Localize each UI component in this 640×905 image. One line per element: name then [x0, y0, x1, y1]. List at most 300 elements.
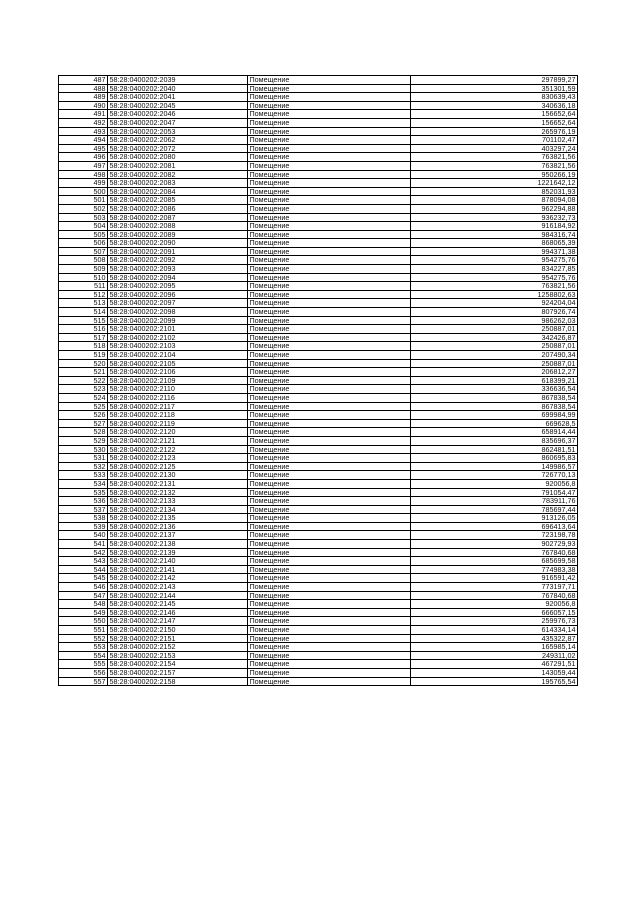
table-row: [59, 325, 578, 334]
object-type: Помещение: [248, 290, 411, 299]
cadastral-number: 58:28:0400202:2083: [108, 179, 248, 188]
table-body: [59, 76, 578, 686]
table-row: [59, 76, 578, 85]
cadastral-number: 58:28:0400202:2053: [108, 127, 248, 136]
row-number: 497: [59, 161, 108, 170]
cadastral-value: 614334,14: [411, 626, 578, 635]
cadastral-value: 336636,54: [411, 385, 578, 394]
table-row: [59, 393, 578, 402]
row-number: 523: [59, 385, 108, 394]
table-row: [59, 626, 578, 635]
row-number: 540: [59, 531, 108, 540]
cadastral-number: 58:28:0400202:2123: [108, 454, 248, 463]
cadastral-number: 58:28:0400202:2081: [108, 161, 248, 170]
table-row: [59, 161, 578, 170]
object-type: Помещение: [248, 299, 411, 308]
table-row: [59, 608, 578, 617]
cadastral-number: 58:28:0400202:2153: [108, 651, 248, 660]
cadastral-value: 669628,5: [411, 419, 578, 428]
object-type: Помещение: [248, 230, 411, 239]
object-type: Помещение: [248, 316, 411, 325]
table-row: [59, 93, 578, 102]
cadastral-number: 58:28:0400202:2103: [108, 342, 248, 351]
table-row: [59, 265, 578, 274]
row-number: 512: [59, 290, 108, 299]
table-row: [59, 144, 578, 153]
row-number: 498: [59, 170, 108, 179]
row-number: 487: [59, 76, 108, 85]
cadastral-value: 351301,59: [411, 84, 578, 93]
object-type: Помещение: [248, 161, 411, 170]
table-row: [59, 565, 578, 574]
table-row: [59, 368, 578, 377]
object-type: Помещение: [248, 273, 411, 282]
cadastral-value: 913126,05: [411, 514, 578, 523]
cadastral-number: 58:28:0400202:2138: [108, 540, 248, 549]
row-number: 534: [59, 479, 108, 488]
row-number: 524: [59, 393, 108, 402]
cadastral-number: 58:28:0400202:2141: [108, 565, 248, 574]
object-type: Помещение: [248, 265, 411, 274]
cadastral-number: 58:28:0400202:2098: [108, 308, 248, 317]
table-row: [59, 488, 578, 497]
cadastral-number: 58:28:0400202:2109: [108, 376, 248, 385]
row-number: 509: [59, 265, 108, 274]
object-type: Помещение: [248, 84, 411, 93]
table-row: [59, 522, 578, 531]
cadastral-value: 867838,54: [411, 393, 578, 402]
row-number: 489: [59, 93, 108, 102]
object-type: Помещение: [248, 308, 411, 317]
table-row: [59, 385, 578, 394]
cadastral-value: 685699,58: [411, 557, 578, 566]
object-type: Помещение: [248, 548, 411, 557]
cadastral-number: 58:28:0400202:2102: [108, 333, 248, 342]
cadastral-value: 920056,8: [411, 600, 578, 609]
object-type: Помещение: [248, 471, 411, 480]
table-row: [59, 299, 578, 308]
cadastral-number: 58:28:0400202:2045: [108, 101, 248, 110]
object-type: Помещение: [248, 110, 411, 119]
cadastral-number: 58:28:0400202:2151: [108, 634, 248, 643]
table-row: [59, 204, 578, 213]
cadastral-number: 58:28:0400202:2154: [108, 660, 248, 669]
cadastral-number: 58:28:0400202:2041: [108, 93, 248, 102]
cadastral-number: 58:28:0400202:2139: [108, 548, 248, 557]
cadastral-number: 58:28:0400202:2117: [108, 402, 248, 411]
cadastral-value: 920056,8: [411, 479, 578, 488]
row-number: 533: [59, 471, 108, 480]
cadastral-value: 994371,38: [411, 247, 578, 256]
row-number: 502: [59, 204, 108, 213]
cadastral-value: 666057,15: [411, 608, 578, 617]
object-type: Помещение: [248, 643, 411, 652]
table-row: [59, 351, 578, 360]
table-row: [59, 256, 578, 265]
object-type: Помещение: [248, 479, 411, 488]
cadastral-value: 156652,64: [411, 118, 578, 127]
object-type: Помещение: [248, 540, 411, 549]
object-type: Помещение: [248, 93, 411, 102]
object-type: Помещение: [248, 668, 411, 677]
object-type: Помещение: [248, 608, 411, 617]
row-number: 557: [59, 677, 108, 686]
row-number: 508: [59, 256, 108, 265]
row-number: 514: [59, 308, 108, 317]
row-number: 535: [59, 488, 108, 497]
table-row: [59, 230, 578, 239]
cadastral-number: 58:28:0400202:2150: [108, 626, 248, 635]
object-type: Помещение: [248, 144, 411, 153]
table-row: [59, 222, 578, 231]
row-number: 493: [59, 127, 108, 136]
cadastral-value: 763821,56: [411, 153, 578, 162]
cadastral-value: 726770,13: [411, 471, 578, 480]
row-number: 507: [59, 247, 108, 256]
object-type: Помещение: [248, 436, 411, 445]
cadastral-value: 950266,19: [411, 170, 578, 179]
row-number: 544: [59, 565, 108, 574]
table-row: [59, 196, 578, 205]
table-row: [59, 668, 578, 677]
row-number: 517: [59, 333, 108, 342]
row-number: 553: [59, 643, 108, 652]
cadastral-value: 962294,88: [411, 204, 578, 213]
cadastral-number: 58:28:0400202:2080: [108, 153, 248, 162]
cadastral-number: 58:28:0400202:2095: [108, 282, 248, 291]
cadastral-value: 658914,44: [411, 428, 578, 437]
cadastral-number: 58:28:0400202:2088: [108, 222, 248, 231]
cadastral-number: 58:28:0400202:2047: [108, 118, 248, 127]
object-type: Помещение: [248, 445, 411, 454]
cadastral-value: 1221642,12: [411, 179, 578, 188]
object-type: Помещение: [248, 419, 411, 428]
object-type: Помещение: [248, 626, 411, 635]
object-type: Помещение: [248, 411, 411, 420]
table-row: [59, 239, 578, 248]
object-type: Помещение: [248, 488, 411, 497]
cadastral-number: 58:28:0400202:2039: [108, 76, 248, 85]
cadastral-value: 207490,34: [411, 351, 578, 360]
table-row: [59, 514, 578, 523]
cadastral-value: 867838,54: [411, 402, 578, 411]
row-number: 500: [59, 187, 108, 196]
cadastral-value: 807926,74: [411, 308, 578, 317]
cadastral-number: 58:28:0400202:2157: [108, 668, 248, 677]
table-row: [59, 454, 578, 463]
object-type: Помещение: [248, 213, 411, 222]
row-number: 488: [59, 84, 108, 93]
object-type: Помещение: [248, 222, 411, 231]
cadastral-number: 58:28:0400202:2106: [108, 368, 248, 377]
table-row: [59, 213, 578, 222]
cadastral-value: 834227,85: [411, 265, 578, 274]
cadastral-number: 58:28:0400202:2089: [108, 230, 248, 239]
cadastral-value: 250887,01: [411, 359, 578, 368]
object-type: Помещение: [248, 76, 411, 85]
object-type: Помещение: [248, 557, 411, 566]
row-number: 543: [59, 557, 108, 566]
cadastral-value: 830639,43: [411, 93, 578, 102]
cadastral-value: 701102,47: [411, 136, 578, 145]
object-type: Помещение: [248, 342, 411, 351]
cadastral-value: 767840,68: [411, 591, 578, 600]
cadastral-number: 58:28:0400202:2125: [108, 462, 248, 471]
row-number: 519: [59, 351, 108, 360]
cadastral-value: 924204,04: [411, 299, 578, 308]
row-number: 554: [59, 651, 108, 660]
row-number: 513: [59, 299, 108, 308]
row-number: 522: [59, 376, 108, 385]
cadastral-number: 58:28:0400202:2135: [108, 514, 248, 523]
row-number: 548: [59, 600, 108, 609]
row-number: 555: [59, 660, 108, 669]
table-row: [59, 136, 578, 145]
row-number: 528: [59, 428, 108, 437]
object-type: Помещение: [248, 565, 411, 574]
table-row: [59, 153, 578, 162]
table-row: [59, 617, 578, 626]
object-type: Помещение: [248, 454, 411, 463]
table-row: [59, 101, 578, 110]
table-row: [59, 505, 578, 514]
row-number: 499: [59, 179, 108, 188]
cadastral-number: 58:28:0400202:2147: [108, 617, 248, 626]
object-type: Помещение: [248, 368, 411, 377]
table-row: [59, 497, 578, 506]
object-type: Помещение: [248, 256, 411, 265]
cadastral-value: 878094,08: [411, 196, 578, 205]
cadastral-value: 860695,83: [411, 454, 578, 463]
object-type: Помещение: [248, 127, 411, 136]
row-number: 526: [59, 411, 108, 420]
object-type: Помещение: [248, 505, 411, 514]
cadastral-value: 297899,27: [411, 76, 578, 85]
object-type: Помещение: [248, 514, 411, 523]
cadastral-number: 58:28:0400202:2092: [108, 256, 248, 265]
cadastral-value: 696413,64: [411, 522, 578, 531]
object-type: Помещение: [248, 376, 411, 385]
table-row: [59, 583, 578, 592]
cadastral-value: 862481,51: [411, 445, 578, 454]
object-type: Помещение: [248, 118, 411, 127]
cadastral-number: 58:28:0400202:2097: [108, 299, 248, 308]
cadastral-number: 58:28:0400202:2137: [108, 531, 248, 540]
object-type: Помещение: [248, 196, 411, 205]
cadastral-value: 342426,87: [411, 333, 578, 342]
cadastral-number: 58:28:0400202:2093: [108, 265, 248, 274]
row-number: 550: [59, 617, 108, 626]
object-type: Помещение: [248, 204, 411, 213]
row-number: 537: [59, 505, 108, 514]
object-type: Помещение: [248, 497, 411, 506]
object-type: Помещение: [248, 574, 411, 583]
cadastral-number: 58:28:0400202:2094: [108, 273, 248, 282]
cadastral-number: 58:28:0400202:2085: [108, 196, 248, 205]
object-type: Помещение: [248, 462, 411, 471]
table-row: [59, 84, 578, 93]
cadastral-number: 58:28:0400202:2101: [108, 325, 248, 334]
row-number: 552: [59, 634, 108, 643]
table-row: [59, 540, 578, 549]
table-row: [59, 557, 578, 566]
cadastral-number: 58:28:0400202:2119: [108, 419, 248, 428]
row-number: 539: [59, 522, 108, 531]
cadastral-number: 58:28:0400202:2144: [108, 591, 248, 600]
row-number: 547: [59, 591, 108, 600]
cadastral-value: 785697,44: [411, 505, 578, 514]
cadastral-value: 916591,42: [411, 574, 578, 583]
cadastral-value: 259976,73: [411, 617, 578, 626]
cadastral-number: 58:28:0400202:2130: [108, 471, 248, 480]
table-row: [59, 643, 578, 652]
cadastral-number: 58:28:0400202:2120: [108, 428, 248, 437]
object-type: Помещение: [248, 531, 411, 540]
cadastral-value: 340636,18: [411, 101, 578, 110]
cadastral-value: 791054,47: [411, 488, 578, 497]
cadastral-value: 165985,14: [411, 643, 578, 652]
object-type: Помещение: [248, 325, 411, 334]
row-number: 549: [59, 608, 108, 617]
cadastral-value: 984316,74: [411, 230, 578, 239]
cadastral-value: 250887,01: [411, 325, 578, 334]
cadastral-number: 58:28:0400202:2158: [108, 677, 248, 686]
row-number: 520: [59, 359, 108, 368]
row-number: 501: [59, 196, 108, 205]
cadastral-number: 58:28:0400202:2099: [108, 316, 248, 325]
object-type: Помещение: [248, 170, 411, 179]
table-row: [59, 308, 578, 317]
row-number: 545: [59, 574, 108, 583]
object-type: Помещение: [248, 402, 411, 411]
cadastral-value: 467291,51: [411, 660, 578, 669]
row-number: 516: [59, 325, 108, 334]
object-type: Помещение: [248, 136, 411, 145]
table-row: [59, 531, 578, 540]
cadastral-value: 916184,92: [411, 222, 578, 231]
cadastral-number: 58:28:0400202:2087: [108, 213, 248, 222]
cadastral-value: 1258802,63: [411, 290, 578, 299]
table-row: [59, 634, 578, 643]
cadastral-value: 774983,38: [411, 565, 578, 574]
object-type: Помещение: [248, 333, 411, 342]
cadastral-value: 723198,78: [411, 531, 578, 540]
cadastral-value: 936232,73: [411, 213, 578, 222]
row-number: 530: [59, 445, 108, 454]
table-row: [59, 660, 578, 669]
table-row: [59, 411, 578, 420]
table-row: [59, 110, 578, 119]
row-number: 542: [59, 548, 108, 557]
cadastral-number: 58:28:0400202:2091: [108, 247, 248, 256]
table-row: [59, 462, 578, 471]
table-row: [59, 179, 578, 188]
cadastral-number: 58:28:0400202:2096: [108, 290, 248, 299]
object-type: Помещение: [248, 282, 411, 291]
cadastral-value: 403297,24: [411, 144, 578, 153]
cadastral-value: 954275,76: [411, 273, 578, 282]
row-number: 510: [59, 273, 108, 282]
cadastral-number: 58:28:0400202:2140: [108, 557, 248, 566]
object-type: Помещение: [248, 247, 411, 256]
cadastral-value: 852031,93: [411, 187, 578, 196]
row-number: 506: [59, 239, 108, 248]
object-type: Помещение: [248, 617, 411, 626]
table-row: [59, 316, 578, 325]
object-type: Помещение: [248, 239, 411, 248]
row-number: 529: [59, 436, 108, 445]
cadastral-value: 143059,44: [411, 668, 578, 677]
cadastral-number: 58:28:0400202:2142: [108, 574, 248, 583]
table-row: [59, 127, 578, 136]
cadastral-number: 58:28:0400202:2131: [108, 479, 248, 488]
row-number: 495: [59, 144, 108, 153]
cadastral-number: 58:28:0400202:2046: [108, 110, 248, 119]
cadastral-value: 783911,76: [411, 497, 578, 506]
row-number: 556: [59, 668, 108, 677]
cadastral-value: 868065,39: [411, 239, 578, 248]
cadastral-number: 58:28:0400202:2090: [108, 239, 248, 248]
row-number: 503: [59, 213, 108, 222]
cadastral-number: 58:28:0400202:2118: [108, 411, 248, 420]
table-row: [59, 273, 578, 282]
table-row: [59, 118, 578, 127]
object-type: Помещение: [248, 651, 411, 660]
cadastral-number: 58:28:0400202:2110: [108, 385, 248, 394]
cadastral-value: 156652,64: [411, 110, 578, 119]
table-row: [59, 574, 578, 583]
table-row: [59, 333, 578, 342]
table-row: [59, 677, 578, 686]
cadastral-number: 58:28:0400202:2122: [108, 445, 248, 454]
row-number: 492: [59, 118, 108, 127]
row-number: 505: [59, 230, 108, 239]
table-row: [59, 290, 578, 299]
cadastral-number: 58:28:0400202:2040: [108, 84, 248, 93]
row-number: 494: [59, 136, 108, 145]
row-number: 491: [59, 110, 108, 119]
object-type: Помещение: [248, 359, 411, 368]
cadastral-number: 58:28:0400202:2143: [108, 583, 248, 592]
object-type: Помещение: [248, 385, 411, 394]
cadastral-number: 58:28:0400202:2116: [108, 393, 248, 402]
cadastral-number: 58:28:0400202:2104: [108, 351, 248, 360]
cadastral-value: 763821,56: [411, 161, 578, 170]
row-number: 532: [59, 462, 108, 471]
cadastral-value: 195765,54: [411, 677, 578, 686]
cadastral-number: 58:28:0400202:2086: [108, 204, 248, 213]
row-number: 511: [59, 282, 108, 291]
cadastral-value: 618399,21: [411, 376, 578, 385]
table-row: [59, 600, 578, 609]
row-number: 538: [59, 514, 108, 523]
table-row: [59, 419, 578, 428]
row-number: 504: [59, 222, 108, 231]
object-type: Помещение: [248, 187, 411, 196]
table-row: [59, 471, 578, 480]
object-type: Помещение: [248, 600, 411, 609]
table-row: [59, 445, 578, 454]
cadastral-value: 763821,56: [411, 282, 578, 291]
table-row: [59, 376, 578, 385]
cadastral-value: 954275,76: [411, 256, 578, 265]
object-type: Помещение: [248, 179, 411, 188]
row-number: 521: [59, 368, 108, 377]
table-row: [59, 436, 578, 445]
cadastral-value: 149986,57: [411, 462, 578, 471]
cadastral-number: 58:28:0400202:2105: [108, 359, 248, 368]
table-row: [59, 428, 578, 437]
